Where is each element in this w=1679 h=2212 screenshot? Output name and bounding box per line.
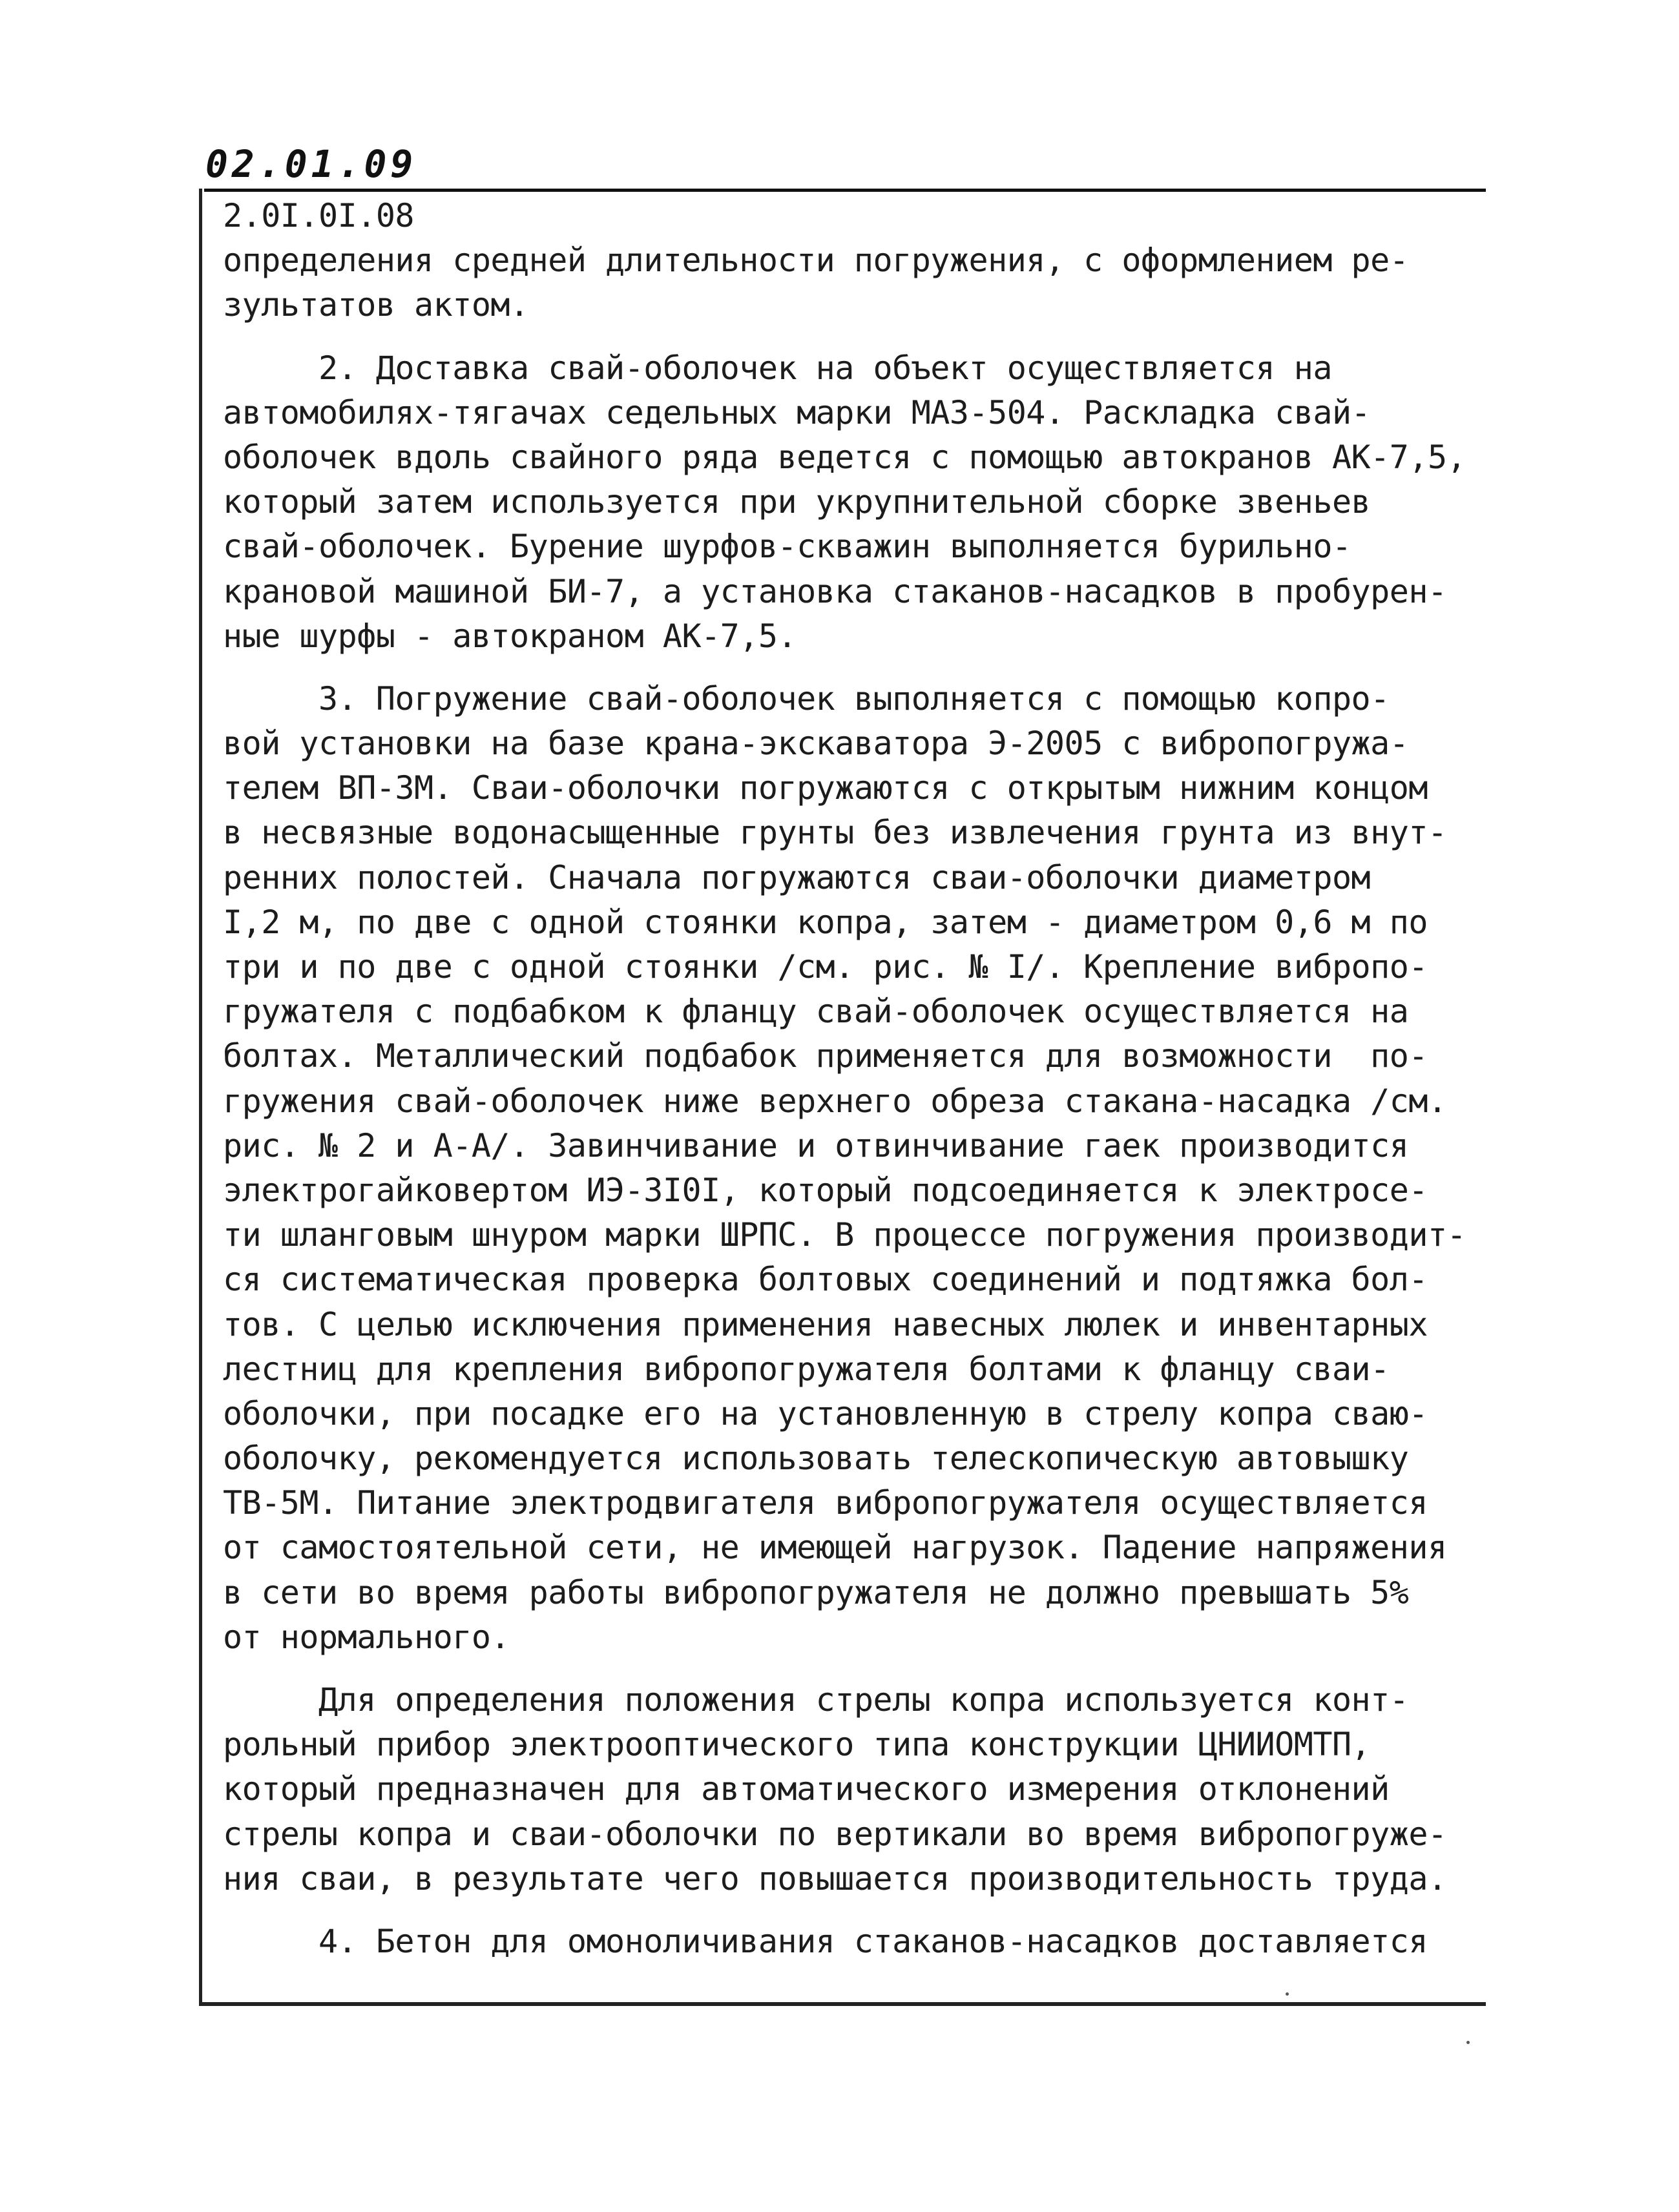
text-line: оболочек вдоль свайного ряда ведется с помощью автокранов АК-7,5, (223, 438, 1466, 476)
paragraph-gap (223, 1901, 1470, 1919)
text-line: лестниц для крепления вибропогружателя болтами к фланцу сваи- (223, 1350, 1390, 1388)
text-line: вой установки на базе крана-экскаватора Э-2005 с вибропогружа- (223, 725, 1409, 763)
text-line: который предназначен для автоматического измерения отклонений (223, 1770, 1390, 1808)
text-line: ся систематическая проверка болтовых соединений и подтяжка бол- (223, 1261, 1428, 1299)
text-line: крановой машиной БИ-7, а установка стаканов-насадков в пробурен- (223, 572, 1447, 610)
text-line: ТВ-5М. Питание электродвигателя вибропогружателя осуществляется (223, 1484, 1428, 1522)
scan-speck (1466, 2041, 1470, 2044)
text-line: оболочку, рекомендуется использовать телескопическую автовышку (223, 1440, 1409, 1478)
text-line: ренних полостей. Сначала погружаются сваи-оболочки диаметром (223, 858, 1371, 896)
handwritten-doc-code: 02.01.09 (205, 142, 417, 186)
text-line: зультатов актом. (223, 286, 529, 324)
text-line: I,2 м, по две с одной стоянки копра, затем - диаметром 0,6 м по (223, 903, 1428, 941)
paragraph-gap (223, 659, 1470, 677)
text-line: от самостоятельной сети, не имеющей нагрузок. Падение напряжения (223, 1529, 1447, 1567)
text-line: телем ВП-3М. Сваи-оболочки погружаются с открытым нижним концом (223, 769, 1428, 807)
text-line: определения средней длительности погружения, с оформлением ре- (223, 242, 1409, 280)
section-number: 2.0I.0I.08 (223, 197, 415, 234)
text-line: электрогайковертом ИЭ-3I0I, который подсоединяется к электросе- (223, 1171, 1428, 1209)
text-line: свай-оболочек. Бурение шурфов-скважин выполняется бурильно- (223, 528, 1351, 566)
text-line: от нормального. (223, 1618, 510, 1656)
text-line: ния сваи, в результате чего повышается производительность труда. (223, 1859, 1447, 1897)
text-line: в сети во время работы вибропогружателя не должно превышать 5% (223, 1573, 1409, 1611)
text-line: три и по две с одной стоянки /см. рис. № I/. Крепление вибропо- (223, 948, 1428, 986)
document-body (223, 194, 1470, 1964)
text-line: ные шурфы - автокраном АК-7,5. (223, 617, 797, 655)
text-line: 2. Доставка свай-оболочек на объект осуществляется на (223, 349, 1332, 387)
scan-speck (1286, 1992, 1289, 1996)
left-border-line (199, 189, 202, 2003)
text-line: болтах. Металлический подбабок применяется для возможности по- (223, 1037, 1428, 1075)
text-line: 3. Погружение свай-оболочек выполняется с помощью копро- (223, 679, 1390, 718)
text-line: оболочки, при посадке его на установленную в стрелу копра сваю- (223, 1394, 1428, 1432)
text-line: ти шланговым шнуром марки ШРПС. В процессе погружения производит- (223, 1216, 1466, 1254)
bottom-border-line (199, 2002, 1486, 2006)
paragraph-gap (223, 328, 1470, 346)
text-line: в несвязные водонасыщенные грунты без извлечения грунта из внут- (223, 814, 1447, 852)
text-line: который затем используется при укрупнительной сборке звеньев (223, 483, 1371, 521)
text-line: тов. С целью исключения применения навесных люлек и инвентарных (223, 1305, 1428, 1343)
text-line: рис. № 2 и А-А/. Завинчивание и отвинчивание гаек производится (223, 1126, 1409, 1164)
paragraph-gap (223, 1660, 1470, 1678)
text-line: Для определения положения стрелы копра используется конт- (223, 1681, 1409, 1719)
text-line: автомобилях-тягачах седельных марки МАЗ-504. Раскладка свай- (223, 393, 1371, 431)
text-line: стрелы копра и сваи-оболочки по вертикали во время вибропогруже- (223, 1815, 1447, 1853)
text-line: гружения свай-оболочек ниже верхнего обреза стакана-насадка /см. (223, 1082, 1447, 1120)
text-line: 4. Бетон для омоноличивания стаканов-насадков доставляется (223, 1922, 1428, 1960)
text-line: рольный прибор электрооптического типа конструкции ЦНИИОМТП, (223, 1726, 1371, 1764)
top-border-line (204, 189, 1486, 192)
text-line: гружателя с подбабком к фланцу свай-оболочек осуществляется на (223, 993, 1409, 1031)
